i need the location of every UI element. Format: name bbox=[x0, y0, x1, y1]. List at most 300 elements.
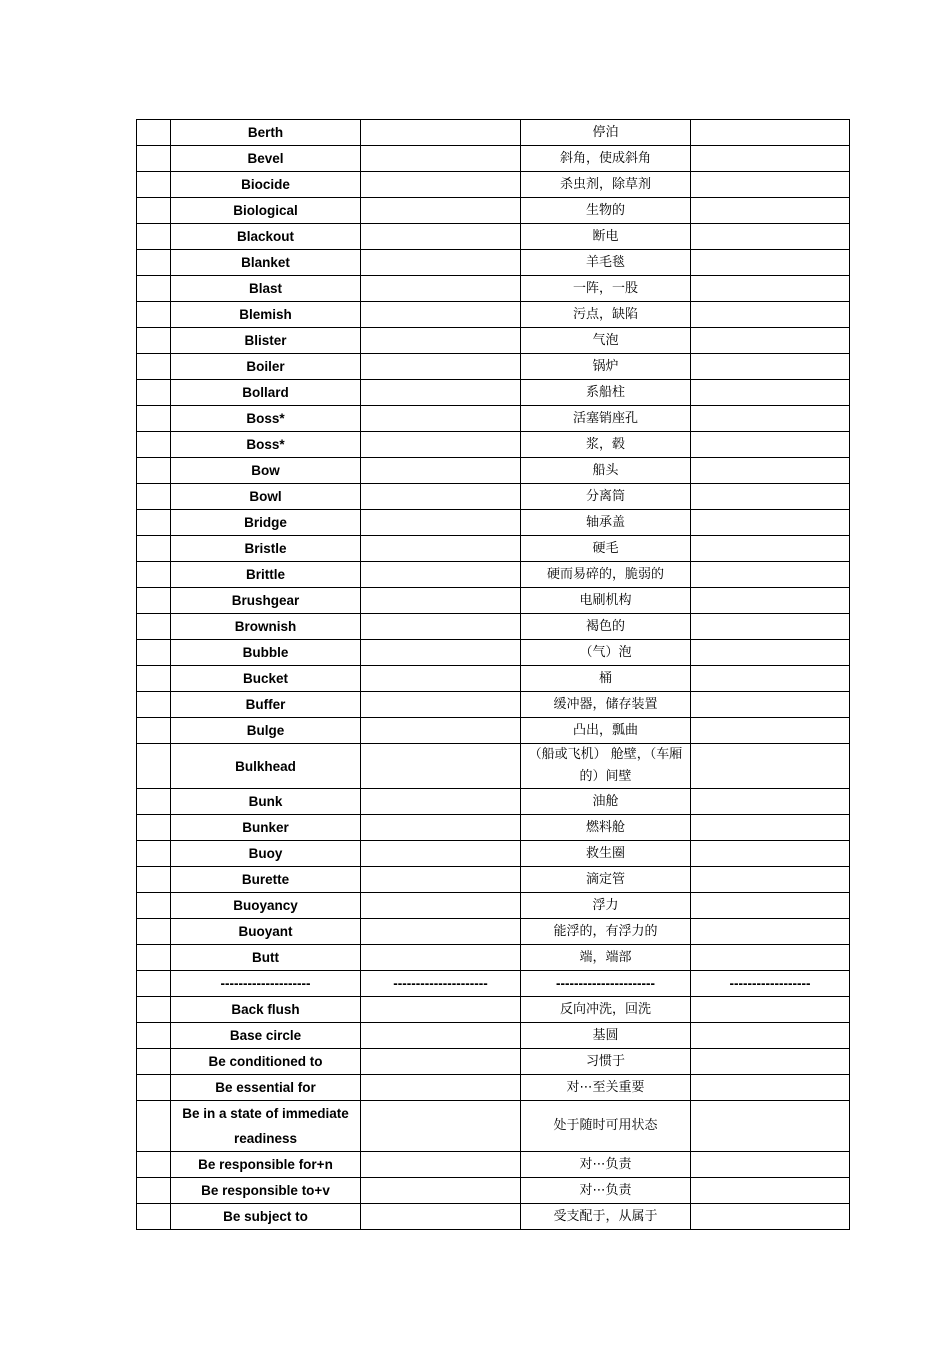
table-row bbox=[137, 614, 850, 640]
table-row bbox=[137, 458, 850, 484]
index-cell bbox=[137, 380, 171, 406]
blank-cell bbox=[361, 458, 521, 484]
blank-cell bbox=[361, 614, 521, 640]
vocabulary-table-body bbox=[137, 120, 850, 1230]
meaning-cell bbox=[521, 893, 691, 919]
meaning-cell bbox=[521, 458, 691, 484]
term-text: Bow bbox=[251, 463, 280, 478]
term-cell bbox=[171, 867, 361, 893]
table-row bbox=[137, 1023, 850, 1049]
table-row bbox=[137, 172, 850, 198]
meaning-text: 生物的 bbox=[585, 202, 625, 218]
index-cell bbox=[137, 997, 171, 1023]
notes-cell bbox=[691, 841, 850, 867]
table-row bbox=[137, 841, 850, 867]
blank-cell bbox=[361, 302, 521, 328]
meaning-text: 处于随时可用状态 bbox=[553, 1118, 658, 1133]
index-cell bbox=[137, 172, 171, 198]
index-cell bbox=[137, 250, 171, 276]
notes-cell bbox=[691, 971, 850, 997]
notes-cell bbox=[691, 1023, 850, 1049]
blank-cell bbox=[361, 692, 521, 718]
table-row bbox=[137, 1075, 850, 1101]
term-text: Buoyancy bbox=[233, 898, 298, 913]
notes-cell bbox=[691, 1152, 850, 1178]
blank-cell bbox=[361, 666, 521, 692]
index-cell bbox=[137, 614, 171, 640]
term-cell bbox=[171, 1204, 361, 1230]
blank-cell bbox=[361, 146, 521, 172]
meaning-text: 燃料舱 bbox=[585, 819, 625, 835]
index-cell bbox=[137, 1178, 171, 1204]
term-text: Blister bbox=[244, 333, 287, 348]
table-row bbox=[137, 718, 850, 744]
term-text: Blanket bbox=[241, 255, 290, 270]
index-cell bbox=[137, 224, 171, 250]
table-row bbox=[137, 945, 850, 971]
meaning-cell bbox=[521, 276, 691, 302]
notes-cell bbox=[691, 276, 850, 302]
index-cell bbox=[137, 666, 171, 692]
notes-cell bbox=[691, 692, 850, 718]
index-cell bbox=[137, 1101, 171, 1152]
table-row bbox=[137, 406, 850, 432]
index-cell bbox=[137, 1023, 171, 1049]
index-cell bbox=[137, 536, 171, 562]
blank-cell bbox=[361, 893, 521, 919]
blank-cell bbox=[361, 867, 521, 893]
term-text: Be responsible for+n bbox=[198, 1157, 333, 1172]
blank-cell bbox=[361, 276, 521, 302]
meaning-text: 一阵，一股 bbox=[572, 280, 638, 296]
term-text: Blemish bbox=[239, 307, 292, 322]
notes-cell bbox=[691, 789, 850, 815]
index-cell bbox=[137, 198, 171, 224]
term-cell bbox=[171, 198, 361, 224]
term-text: -------------------- bbox=[220, 976, 311, 991]
term-text: Brownish bbox=[234, 619, 297, 634]
notes-cell bbox=[691, 997, 850, 1023]
meaning-cell bbox=[521, 1049, 691, 1075]
term-text: Be conditioned to bbox=[208, 1054, 323, 1069]
meaning-cell bbox=[521, 406, 691, 432]
table-row bbox=[137, 1049, 850, 1075]
meaning-text: 分离筒 bbox=[585, 488, 625, 504]
separator-text: --------------------- bbox=[393, 976, 488, 991]
term-cell bbox=[171, 562, 361, 588]
index-cell bbox=[137, 146, 171, 172]
notes-cell bbox=[691, 198, 850, 224]
blank-cell bbox=[361, 997, 521, 1023]
index-cell bbox=[137, 458, 171, 484]
meaning-text: 凸出，瓢曲 bbox=[572, 722, 638, 738]
meaning-text: 浆，毂 bbox=[585, 436, 625, 452]
meaning-cell bbox=[521, 120, 691, 146]
meaning-text: 滴定管 bbox=[585, 871, 625, 887]
meaning-cell bbox=[521, 841, 691, 867]
notes-cell bbox=[691, 744, 850, 789]
notes-cell bbox=[691, 867, 850, 893]
index-cell bbox=[137, 588, 171, 614]
meaning-text: 能浮的，有浮力的 bbox=[553, 923, 658, 939]
blank-cell bbox=[361, 172, 521, 198]
meaning-cell bbox=[521, 172, 691, 198]
term-text: Bollard bbox=[242, 385, 289, 400]
term-text: Be responsible to+v bbox=[201, 1183, 330, 1198]
index-cell bbox=[137, 945, 171, 971]
meaning-text: 习惯于 bbox=[585, 1053, 625, 1069]
blank-cell bbox=[361, 224, 521, 250]
table-row bbox=[137, 120, 850, 146]
index-cell bbox=[137, 867, 171, 893]
term-text: Be subject to bbox=[223, 1209, 308, 1224]
notes-cell bbox=[691, 893, 850, 919]
table-row bbox=[137, 328, 850, 354]
term-text: Bunker bbox=[242, 820, 289, 835]
meaning-cell bbox=[521, 224, 691, 250]
table-row bbox=[137, 789, 850, 815]
meaning-text: 受支配于，从属于 bbox=[553, 1208, 658, 1224]
meaning-cell bbox=[521, 1101, 691, 1152]
term-cell bbox=[171, 354, 361, 380]
term-cell bbox=[171, 841, 361, 867]
table-row bbox=[137, 484, 850, 510]
notes-cell bbox=[691, 919, 850, 945]
meaning-cell bbox=[521, 718, 691, 744]
meaning-cell bbox=[521, 919, 691, 945]
meaning-text: 浮力 bbox=[592, 897, 619, 913]
notes-cell bbox=[691, 406, 850, 432]
table-row bbox=[137, 1178, 850, 1204]
meaning-cell bbox=[521, 536, 691, 562]
blank-cell bbox=[361, 971, 521, 997]
notes-cell bbox=[691, 302, 850, 328]
meaning-text: 污点，缺陷 bbox=[572, 306, 638, 322]
table-row bbox=[137, 250, 850, 276]
table-row bbox=[137, 744, 850, 789]
term-cell bbox=[171, 458, 361, 484]
notes-cell bbox=[691, 640, 850, 666]
separator-text: ------------------ bbox=[729, 976, 811, 991]
meaning-cell bbox=[521, 562, 691, 588]
blank-cell bbox=[361, 1204, 521, 1230]
blank-cell bbox=[361, 1152, 521, 1178]
meaning-text: 对⋯负责 bbox=[579, 1182, 632, 1198]
table-row bbox=[137, 893, 850, 919]
term-text: Bevel bbox=[247, 151, 284, 166]
term-cell bbox=[171, 893, 361, 919]
meaning-cell bbox=[521, 432, 691, 458]
term-cell bbox=[171, 1023, 361, 1049]
meaning-text: 救生圈 bbox=[585, 845, 625, 861]
blank-cell bbox=[361, 744, 521, 789]
notes-cell bbox=[691, 328, 850, 354]
term-text: Bunk bbox=[248, 794, 283, 809]
term-cell bbox=[171, 146, 361, 172]
term-text: Biological bbox=[233, 203, 298, 218]
blank-cell bbox=[361, 198, 521, 224]
meaning-cell bbox=[521, 789, 691, 815]
meaning-cell bbox=[521, 380, 691, 406]
meaning-cell bbox=[521, 867, 691, 893]
meaning-cell bbox=[521, 666, 691, 692]
blank-cell bbox=[361, 120, 521, 146]
term-text: Bristle bbox=[244, 541, 287, 556]
blank-cell bbox=[361, 919, 521, 945]
index-cell bbox=[137, 815, 171, 841]
term-cell bbox=[171, 172, 361, 198]
notes-cell bbox=[691, 1075, 850, 1101]
term-text: Be in a state of immediate readiness bbox=[182, 1106, 349, 1146]
term-text: Boiler bbox=[246, 359, 285, 374]
table-row bbox=[137, 510, 850, 536]
term-cell bbox=[171, 510, 361, 536]
table-row bbox=[137, 146, 850, 172]
term-text: Butt bbox=[252, 950, 279, 965]
meaning-text: 端，端部 bbox=[579, 949, 632, 965]
term-cell bbox=[171, 815, 361, 841]
term-cell bbox=[171, 120, 361, 146]
table-row bbox=[137, 276, 850, 302]
term-cell bbox=[171, 945, 361, 971]
index-cell bbox=[137, 510, 171, 536]
index-cell bbox=[137, 562, 171, 588]
table-row bbox=[137, 432, 850, 458]
term-cell bbox=[171, 1152, 361, 1178]
index-cell bbox=[137, 640, 171, 666]
notes-cell bbox=[691, 536, 850, 562]
meaning-cell bbox=[521, 588, 691, 614]
term-text: Bulkhead bbox=[235, 758, 296, 774]
index-cell bbox=[137, 432, 171, 458]
blank-cell bbox=[361, 484, 521, 510]
notes-cell bbox=[691, 1101, 850, 1152]
blank-cell bbox=[361, 510, 521, 536]
meaning-text: 系船柱 bbox=[585, 384, 625, 400]
meaning-cell bbox=[521, 1075, 691, 1101]
index-cell bbox=[137, 919, 171, 945]
notes-cell bbox=[691, 510, 850, 536]
table-row bbox=[137, 562, 850, 588]
meaning-text: 气泡 bbox=[592, 332, 619, 348]
blank-cell bbox=[361, 432, 521, 458]
term-cell bbox=[171, 997, 361, 1023]
table-row bbox=[137, 354, 850, 380]
term-cell bbox=[171, 666, 361, 692]
notes-cell bbox=[691, 120, 850, 146]
meaning-cell bbox=[521, 1178, 691, 1204]
separator-row bbox=[137, 971, 850, 997]
term-text: Bulge bbox=[246, 723, 285, 738]
table-row bbox=[137, 302, 850, 328]
meaning-text: 轴承盖 bbox=[585, 514, 625, 530]
meaning-text: 羊毛毯 bbox=[585, 254, 625, 270]
meaning-text: 船头 bbox=[592, 462, 619, 478]
meaning-cell bbox=[521, 302, 691, 328]
meaning-cell bbox=[521, 1023, 691, 1049]
meaning-text: 对⋯至关重要 bbox=[566, 1079, 645, 1095]
index-cell bbox=[137, 1075, 171, 1101]
term-text: Base circle bbox=[229, 1028, 302, 1043]
term-cell bbox=[171, 1178, 361, 1204]
blank-cell bbox=[361, 945, 521, 971]
term-text: Bucket bbox=[242, 671, 288, 686]
notes-cell bbox=[691, 666, 850, 692]
index-cell bbox=[137, 841, 171, 867]
term-cell bbox=[171, 432, 361, 458]
meaning-text: 缓冲器，储存装置 bbox=[553, 696, 658, 712]
term-text: Blast bbox=[248, 281, 282, 296]
blank-cell bbox=[361, 406, 521, 432]
meaning-text: 褐色的 bbox=[585, 618, 625, 634]
index-cell bbox=[137, 692, 171, 718]
meaning-cell bbox=[521, 997, 691, 1023]
index-cell bbox=[137, 1204, 171, 1230]
term-cell bbox=[171, 692, 361, 718]
term-cell bbox=[171, 380, 361, 406]
table-row bbox=[137, 1152, 850, 1178]
meaning-cell bbox=[521, 484, 691, 510]
table-row bbox=[137, 380, 850, 406]
table-row bbox=[137, 1101, 850, 1152]
meaning-text: 油舱 bbox=[592, 793, 619, 809]
term-text: Bowl bbox=[249, 489, 282, 504]
notes-cell bbox=[691, 1204, 850, 1230]
blank-cell bbox=[361, 1075, 521, 1101]
vocabulary-table bbox=[136, 119, 850, 1230]
index-cell bbox=[137, 484, 171, 510]
meaning-cell bbox=[521, 744, 691, 789]
term-text: Brushgear bbox=[231, 593, 300, 608]
term-text: Bridge bbox=[244, 515, 287, 530]
meaning-text: 锅炉 bbox=[592, 358, 619, 374]
table-row bbox=[137, 867, 850, 893]
term-cell bbox=[171, 536, 361, 562]
blank-cell bbox=[361, 536, 521, 562]
notes-cell bbox=[691, 815, 850, 841]
index-cell bbox=[137, 893, 171, 919]
index-cell bbox=[137, 1049, 171, 1075]
term-text: Buffer bbox=[245, 697, 286, 712]
blank-cell bbox=[361, 1101, 521, 1152]
table-row bbox=[137, 692, 850, 718]
meaning-text: 硬而易碎的，脆弱的 bbox=[546, 566, 664, 582]
meaning-cell bbox=[521, 945, 691, 971]
notes-cell bbox=[691, 562, 850, 588]
index-cell bbox=[137, 789, 171, 815]
term-cell bbox=[171, 406, 361, 432]
meaning-text: 杀虫剂，除草剂 bbox=[559, 176, 651, 192]
index-cell bbox=[137, 1152, 171, 1178]
meaning-text: 斜角，使成斜角 bbox=[559, 150, 651, 166]
meaning-text: 停泊 bbox=[592, 124, 619, 140]
table-row bbox=[137, 666, 850, 692]
meaning-text: 硬毛 bbox=[592, 540, 619, 556]
term-text: Boss* bbox=[246, 411, 285, 426]
blank-cell bbox=[361, 380, 521, 406]
meaning-text: 桶 bbox=[598, 670, 612, 686]
term-text: Be essential for bbox=[215, 1080, 316, 1095]
term-text: Brittle bbox=[245, 567, 285, 582]
meaning-cell bbox=[521, 971, 691, 997]
index-cell bbox=[137, 971, 171, 997]
meaning-text: 电刷机构 bbox=[579, 592, 632, 608]
notes-cell bbox=[691, 250, 850, 276]
blank-cell bbox=[361, 562, 521, 588]
term-cell bbox=[171, 250, 361, 276]
term-cell bbox=[171, 640, 361, 666]
table-row bbox=[137, 919, 850, 945]
notes-cell bbox=[691, 945, 850, 971]
blank-cell bbox=[361, 815, 521, 841]
blank-cell bbox=[361, 250, 521, 276]
term-cell bbox=[171, 614, 361, 640]
notes-cell bbox=[691, 172, 850, 198]
meaning-cell bbox=[521, 198, 691, 224]
meaning-text: 断电 bbox=[592, 228, 619, 244]
meaning-cell bbox=[521, 815, 691, 841]
meaning-text: 基圆 bbox=[592, 1027, 619, 1043]
term-text: Burette bbox=[241, 872, 290, 887]
term-cell bbox=[171, 588, 361, 614]
blank-cell bbox=[361, 354, 521, 380]
blank-cell bbox=[361, 841, 521, 867]
term-cell bbox=[171, 224, 361, 250]
table-row bbox=[137, 198, 850, 224]
notes-cell bbox=[691, 1049, 850, 1075]
meaning-cell bbox=[521, 250, 691, 276]
meaning-cell bbox=[521, 640, 691, 666]
table-row bbox=[137, 588, 850, 614]
index-cell bbox=[137, 328, 171, 354]
blank-cell bbox=[361, 1178, 521, 1204]
meaning-text: 活塞销座孔 bbox=[572, 410, 638, 426]
term-text: Boss* bbox=[246, 437, 285, 452]
meaning-cell bbox=[521, 1152, 691, 1178]
term-cell bbox=[171, 744, 361, 789]
term-cell bbox=[171, 302, 361, 328]
term-cell bbox=[171, 328, 361, 354]
index-cell bbox=[137, 744, 171, 789]
index-cell bbox=[137, 718, 171, 744]
notes-cell bbox=[691, 224, 850, 250]
table-row bbox=[137, 224, 850, 250]
table-row bbox=[137, 536, 850, 562]
term-cell bbox=[171, 276, 361, 302]
notes-cell bbox=[691, 380, 850, 406]
table-row bbox=[137, 997, 850, 1023]
blank-cell bbox=[361, 718, 521, 744]
notes-cell bbox=[691, 354, 850, 380]
term-text: Buoy bbox=[248, 846, 283, 861]
meaning-cell bbox=[521, 692, 691, 718]
index-cell bbox=[137, 406, 171, 432]
notes-cell bbox=[691, 458, 850, 484]
meaning-cell bbox=[521, 146, 691, 172]
term-cell bbox=[171, 484, 361, 510]
table-row bbox=[137, 815, 850, 841]
term-text: Berth bbox=[247, 125, 284, 140]
blank-cell bbox=[361, 640, 521, 666]
term-cell bbox=[171, 1075, 361, 1101]
notes-cell bbox=[691, 1178, 850, 1204]
meaning-cell bbox=[521, 614, 691, 640]
meaning-cell bbox=[521, 354, 691, 380]
term-text: Buoyant bbox=[238, 924, 293, 939]
term-text: Blackout bbox=[236, 229, 294, 244]
blank-cell bbox=[361, 1049, 521, 1075]
index-cell bbox=[137, 354, 171, 380]
